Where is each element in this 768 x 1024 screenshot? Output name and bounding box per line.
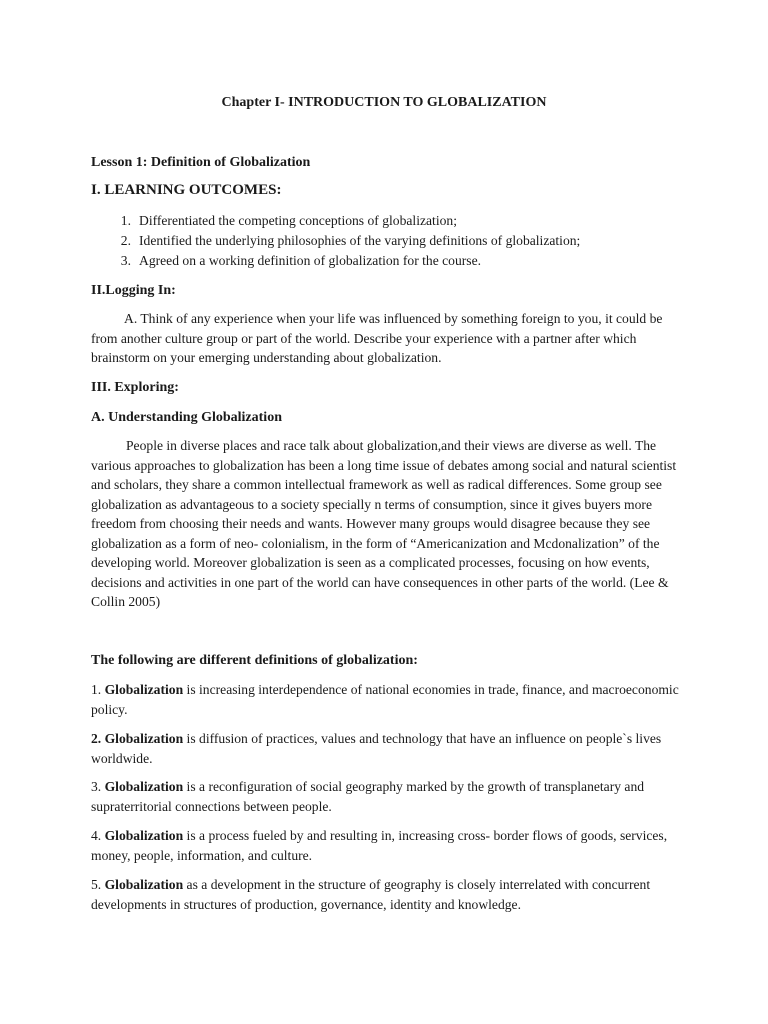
definition-text: is increasing interdependence of national economies in trade, finance, and macroeconomic policy. bbox=[91, 682, 679, 717]
definition-text: as a development in the structure of geography is closely interrelated with concurrent developments in structures of production, governance, identity and knowledge. bbox=[91, 877, 651, 912]
definitions-heading: The following are different definitions of globalization: bbox=[91, 653, 418, 668]
definition-term: Globalization bbox=[104, 682, 184, 697]
logging-in-paragraph: A. Think of any experience when your life was influenced by something foreign to you, it could be from another culture group or part of the world. Describe your experience with a partner after which brainstorm on your emerging understanding about globalization. bbox=[91, 311, 663, 366]
logging-in-heading: II.Logging In: bbox=[91, 283, 176, 298]
definition-number: 5. bbox=[91, 877, 105, 892]
definition-term: Globalization bbox=[104, 877, 184, 892]
list-item-text: Identified the underlying philosophies of the varying definitions of globalization; bbox=[139, 233, 581, 248]
lesson-title: Lesson 1: Definition of Globalization bbox=[91, 155, 311, 170]
list-item-number: 2. bbox=[120, 233, 131, 248]
list-item-text: Agreed on a working definition of globalization for the course. bbox=[139, 253, 482, 268]
definition-term: Globalization bbox=[104, 828, 184, 843]
definition-item bbox=[91, 875, 683, 914]
definition-item bbox=[91, 777, 683, 816]
definition-item bbox=[91, 680, 683, 719]
definition-item bbox=[91, 729, 683, 768]
chapter-title: Chapter I- INTRODUCTION TO GLOBALIZATION bbox=[221, 95, 547, 110]
definition-number: 2. bbox=[91, 731, 105, 746]
learning-outcomes-heading: I. LEARNING OUTCOMES: bbox=[91, 182, 282, 198]
list-item-number: 1. bbox=[120, 213, 131, 228]
definition-text: is diffusion of practices, values and technology that have an influence on people`s lives worldwide. bbox=[91, 731, 662, 766]
definition-text: is a process fueled by and resulting in, increasing cross- border flows of goods, services, money, people, information, and culture. bbox=[91, 828, 668, 863]
list-item-text: Differentiated the competing conceptions of globalization; bbox=[139, 213, 457, 228]
exploring-heading: III. Exploring: bbox=[91, 380, 179, 395]
list-item bbox=[91, 231, 691, 251]
understanding-globalization-paragraph: People in diverse places and race talk about globalization,and their views are diverse as well. The various approaches to globalization has been a long time issue of debates among social and natural scientist and scholars, they share a common intellectual framework as well as radical differences. Some group see globalization as advantageous to a society specially n terms of consumption, since it gives buyers more freedom from choosing their needs and wants. However many groups would disagree because they see globalization as a form of neo- colonialism, in the form of “Americanization and Mcdonalization” of the developing world. Moreover globalization is seen as a complicated processes, focusing on how events, decisions and activities in one part of the world can have consequences in other parts of the world. (Lee & Collin 2005) bbox=[91, 438, 677, 610]
list-item-number: 3. bbox=[120, 253, 131, 268]
definition-text: is a reconfiguration of social geography marked by the growth of transplanetary and supraterritorial connections between people. bbox=[91, 779, 645, 814]
learning-outcomes-list bbox=[91, 211, 691, 271]
list-item bbox=[91, 251, 691, 271]
list-item bbox=[91, 211, 691, 231]
understanding-globalization-heading: A. Understanding Globalization bbox=[91, 410, 282, 425]
definition-term: Globalization bbox=[104, 731, 184, 746]
definition-number: 3. bbox=[91, 779, 105, 794]
definition-number: 1. bbox=[91, 682, 105, 697]
definition-item bbox=[91, 826, 683, 865]
definition-term: Globalization bbox=[104, 779, 184, 794]
definition-number: 4. bbox=[91, 828, 105, 843]
